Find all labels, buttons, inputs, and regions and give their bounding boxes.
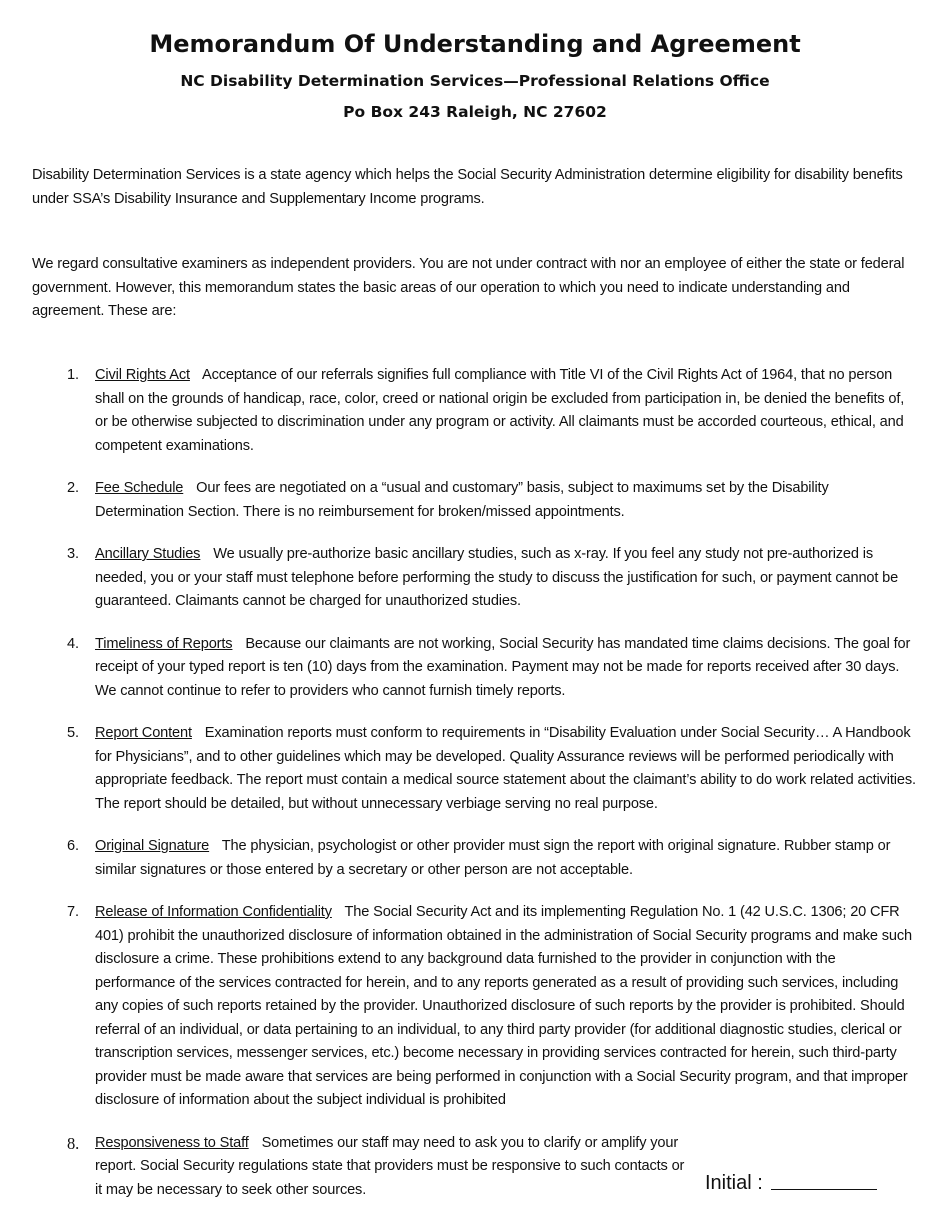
item-number: 8. (67, 1133, 80, 1153)
item-heading: Fee Schedule (95, 480, 184, 496)
item-number: 5. (67, 725, 79, 741)
item-text: The physician, psychologist or other provider must sign the report with original signature. Rubber stamp or similar signatures or those entered by a secretary or other person are not acceptable. (95, 838, 891, 878)
intro-paragraph: Disability Determination Services is a state agency which helps the Social Security Administration determine eligibility for disability benefits under SSA’s Disability Insurance and Supplementary Income programs. (32, 167, 903, 207)
item-text: Our fees are negotiated on a “usual and customary” basis, subject to maximums set by the Disability Determination Section. There is no reimbursement for broken/missed appointments. (95, 480, 829, 520)
item-text: Acceptance of our referrals signifies full compliance with Title VI of the Civil Rights Act of 1964, that no person shall on the grounds of handicap, race, color, creed or national origin be excluded from participation in, be denied the benefits of, or be otherwise subjected to discrimination under any program or activity. All claimants must be accorded courteous, ethical, and competent examinations. (95, 367, 905, 454)
document-address: Po Box 243 Raleigh, NC 27602 (343, 103, 607, 121)
item-number: 6. (67, 838, 79, 854)
item-text: The Social Security Act and its implementing Regulation No. 1 (42 U.S.C. 1306; 20 CFR 401) prohibit the unauthorized disclosure of information obtained in the administration of Social Security programs and make such disclosure a crime. These prohibitions extend to any background data furnished to the provider in conjunction with the performance of the services contracted for herein, and to any reports generated as a result of providing such services, including any copies of such reports retained by the provider. Unauthorized disclosure of such reports by the provider is prohibited. Should referral of an individual, or data pertaining to an individual, to any third party provider (for additional diagnostic studies, clerical or transcription services, messenger services, etc.) become necessary in providing services contracted for herein, such third-party provider must be made aware that services are being performed in conjunction with a Social Security program, and that improper disclosure of information about the subject individual is prohibited (95, 904, 913, 1108)
item-number: 1. (67, 367, 79, 383)
list-item-report-content (0, 722, 917, 816)
item-number: 4. (67, 635, 79, 652)
item-heading: Ancillary Studies (95, 546, 201, 562)
item-text: Because our claimants are not working, Social Security has mandated time claims decisions. The goal for receipt of your typed report is ten (10) days from the examination. Payment may not be made for reports received after 30 days. We cannot continue to refer to providers who cannot furnish timely reports. (95, 635, 911, 699)
list-item-civil-rights (0, 364, 917, 458)
list-item-timeliness (0, 633, 917, 704)
list-item-fee-schedule (0, 477, 917, 524)
item-heading: Release of Information Confidentiality (95, 904, 332, 920)
list-item-ancillary-studies (0, 543, 917, 614)
agreement-list (0, 364, 950, 1221)
item-heading: Original Signature (95, 838, 210, 854)
list-item-responsiveness (0, 1132, 685, 1203)
item-number: 3. (67, 546, 79, 562)
item-number: 7. (67, 904, 79, 920)
item-number: 2. (67, 480, 79, 496)
item-text: Examination reports must conform to requirements in “Disability Evaluation under Social Security… A Handbook for Physicians”, and to other guidelines which may be developed. Quality Assurance reviews will be performed periodically with appropriate feedback. The report must contain a medical source statement about the claimant’s ability to do work related activities. The report should be detailed, but without unnecessary verbiage serving no real purpose. (95, 725, 916, 812)
independent-providers-paragraph: We regard consultative examiners as independent providers. You are not under contract with nor an employee of either the state or federal government. However, this memorandum states the basic areas of our operation to which you need to indicate understanding and agreement. These are: (32, 256, 905, 319)
initial-signature-line[interactable] (771, 1173, 877, 1190)
initial-field (705, 1172, 877, 1195)
item-text: We usually pre-authorize basic ancillary studies, such as x-ray. If you feel any study not pre-authorized is needed, you or your staff must telephone before performing the study to discuss the justification for such, or payment cannot be guaranteed. Claimants cannot be charged for unauthorized studies. (95, 546, 899, 609)
list-item-original-signature (0, 835, 917, 882)
list-item-confidentiality (0, 901, 917, 1113)
initial-label: Initial : (705, 1172, 763, 1194)
item-heading: Responsiveness to Staff (95, 1134, 249, 1151)
item-heading: Civil Rights Act (95, 367, 190, 383)
item-text: Sometimes our staff may need to ask you to clarify or amplify your report. Social Security regulations state that providers must be responsive to such contacts or it may be necessary to seek other sources. (95, 1134, 685, 1198)
item-heading: Report Content (95, 725, 192, 741)
document-title: Memorandum Of Understanding and Agreement (149, 30, 801, 58)
document-subtitle: NC Disability Determination Services—Professional Relations Office (180, 72, 770, 90)
item-heading: Timeliness of Reports (95, 635, 233, 652)
